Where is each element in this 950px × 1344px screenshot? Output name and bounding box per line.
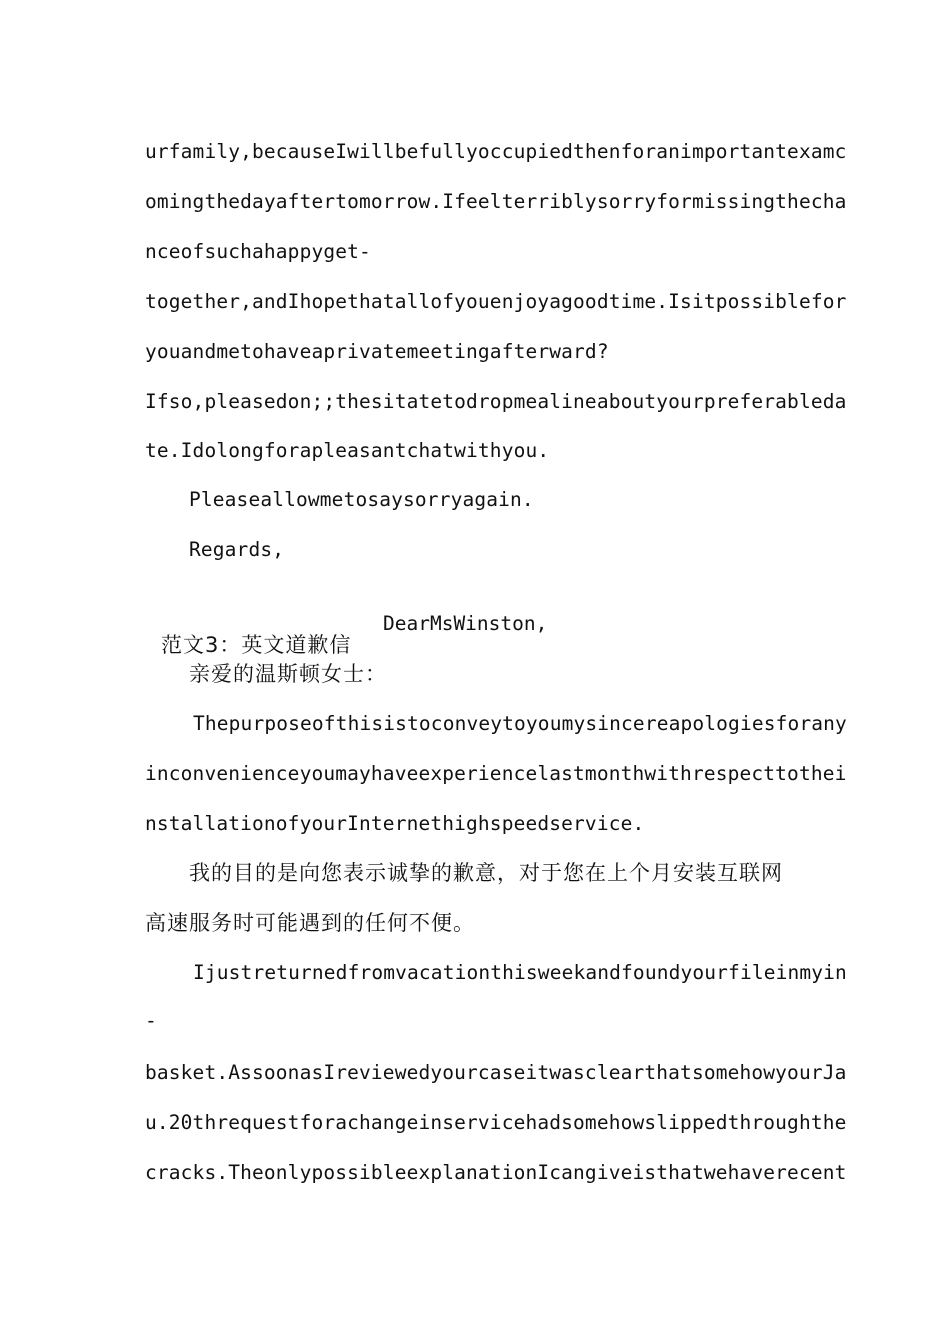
body-line: -	[145, 1009, 157, 1032]
body-line: urfamily,becauseIwillbefullyoccupiedthenforanimportantexamc	[145, 140, 847, 163]
body-line: nceofsuchahappyget-	[145, 240, 371, 263]
salutation-zh: 亲爱的温斯顿女士：	[189, 662, 387, 686]
body-line: omingthedayaftertomorrow.Ifeelterriblysorryformissingthecha	[145, 190, 847, 213]
body-line: inconvenienceyoumayhaveexperiencelastmonthwithrespecttothei	[145, 762, 847, 785]
body-line: te.Idolongforapleasantchatwithyou.	[145, 439, 550, 462]
closing-line: Pleaseallowmetosaysorryagain.	[189, 488, 534, 511]
body-line: together,andIhopethatallofyouenjoyagoodtime.Isitpossiblefor	[145, 290, 847, 313]
body-line: youandmetohaveaprivatemeetingafterward?	[145, 340, 609, 363]
regards-line: Regards,	[189, 538, 285, 561]
body-line: cracks.TheonlypossibleexplanationIcangiveisthatwehaverecent	[145, 1161, 847, 1184]
section-heading-row	[145, 611, 548, 657]
body-line: nstallationofyourInternethighspeedservice.	[145, 812, 645, 835]
body-line: u.20threquestforachangeinservicehadsomehowslippedthroughthe	[145, 1111, 847, 1134]
body-line: basket.AssoonasIreviewedyourcaseitwasclearthatsomehowyourJa	[145, 1061, 847, 1084]
section-heading: 范文3：英文道歉信	[161, 633, 352, 657]
body-line-zh: 高速服务时可能遇到的任何不便。	[145, 911, 475, 935]
salutation-en: DearMsWinston,	[383, 612, 548, 635]
body-line: Ifso,pleasedon;;thesitatetodropmealineaboutyourpreferableda	[145, 390, 847, 413]
body-line: Thepurposeofthisistoconveytoyoumysincereapologiesforany	[193, 712, 847, 735]
body-line: Ijustreturnedfromvacationthisweekandfoundyourfileinmyin	[193, 961, 847, 984]
body-line-zh: 我的目的是向您表示诚挚的歉意，对于您在上个月安装互联网	[189, 861, 783, 885]
